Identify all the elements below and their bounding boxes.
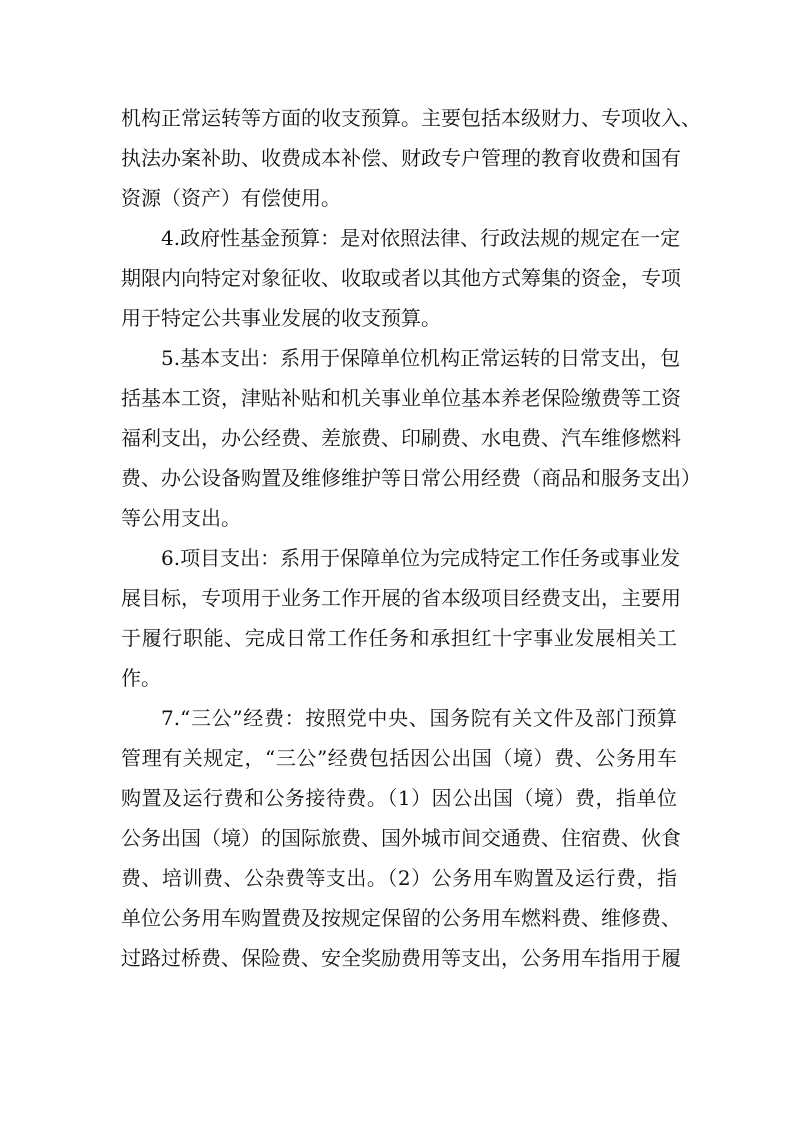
text-line: 过路过桥费、保险费、安全奖励费用等支出，公务用车指用于履	[121, 946, 681, 970]
text-line: 于履行职能、完成日常工作任务和承担红十字事业发展相关工	[121, 626, 677, 650]
text-line: 费、办公设备购置及维修维护等日常公用经费（商品和服务支出）	[121, 466, 701, 490]
text-line: 公务出国（境）的国际旅费、国外城市间交通费、住宿费、伙食	[121, 826, 681, 850]
text-line: 单位公务用车购置费及按规定保留的公务用车燃料费、维修费、	[121, 906, 681, 930]
text-line: 用于特定公共事业发展的收支预算。	[121, 306, 441, 330]
text-line: 执法办案补助、收费成本补偿、财政专户管理的教育收费和国有	[121, 146, 681, 170]
text-line: 4.政府性基金预算：是对依照法律、行政法规的规定在一定	[161, 226, 681, 250]
text-line: 费、培训费、公杂费等支出。（2）公务用车购置及运行费，指	[121, 866, 677, 890]
text-line: 5.基本支出：系用于保障单位机构正常运转的日常支出，包	[161, 346, 681, 370]
document-body	[121, 98, 701, 978]
text-line: 资源（资产）有偿使用。	[121, 186, 341, 210]
text-line: 等公用支出。	[121, 506, 241, 530]
text-line: 括基本工资，津贴补贴和机关事业单位基本养老保险缴费等工资	[121, 386, 681, 410]
text-line: 展目标，专项用于业务工作开展的省本级项目经费支出，主要用	[121, 586, 681, 610]
text-line: 7.“三公”经费：按照党中央、国务院有关文件及部门预算	[161, 706, 677, 730]
text-line: 作。	[121, 666, 161, 690]
text-line: 期限内向特定对象征收、收取或者以其他方式筹集的资金，专项	[121, 266, 681, 290]
text-line: 管理有关规定，“三公”经费包括因公出国（境）费、公务用车	[121, 746, 677, 770]
text-line: 福利支出，办公经费、差旅费、印刷费、水电费、汽车维修燃料	[121, 426, 681, 450]
text-line: 6.项目支出：系用于保障单位为完成特定工作任务或事业发	[161, 546, 681, 570]
text-line: 机构正常运转等方面的收支预算。主要包括本级财力、专项收入、	[121, 106, 701, 130]
text-line: 购置及运行费和公务接待费。（1）因公出国（境）费，指单位	[121, 786, 677, 810]
